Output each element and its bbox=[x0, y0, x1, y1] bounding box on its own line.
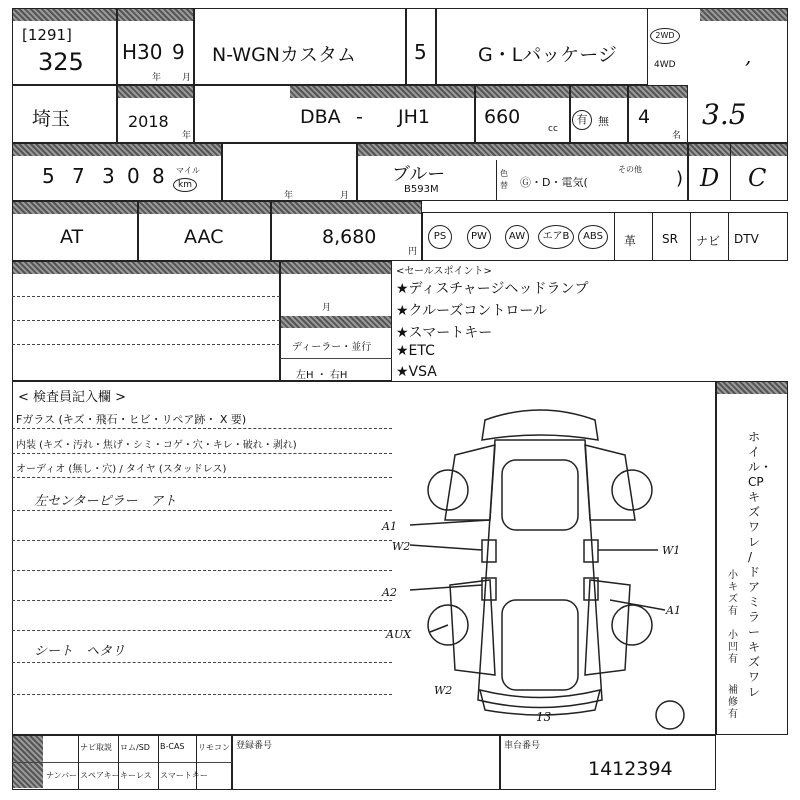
cc-year-unit: 年 bbox=[284, 191, 294, 201]
option-label: スマートキー bbox=[160, 771, 208, 780]
header-strip bbox=[13, 9, 116, 21]
side-text: ホイル・CPキズ ワレ / ドアミラーキズ ワレ bbox=[748, 430, 773, 699]
sales-point: ★ディスチャージヘッドランプ bbox=[396, 281, 589, 297]
other-label: その他 bbox=[618, 165, 642, 174]
era-year: H30 bbox=[122, 40, 163, 64]
rule bbox=[12, 320, 280, 321]
exterior-score: C bbox=[748, 164, 767, 192]
rule bbox=[12, 600, 392, 601]
inspection-line: Fガラス (キズ・飛石・ヒビ・リペア跡・ X 要) bbox=[16, 413, 247, 426]
sales-points-label: <セールスポイント> bbox=[396, 266, 492, 277]
rule bbox=[280, 358, 392, 359]
divider bbox=[652, 212, 653, 261]
first-reg-year: 2018 bbox=[128, 112, 169, 131]
header-strip bbox=[358, 144, 687, 156]
model-month: 9 bbox=[172, 40, 185, 64]
equipment-abs bbox=[578, 225, 608, 249]
header-strip bbox=[118, 86, 193, 98]
header-strip bbox=[571, 86, 627, 98]
divider bbox=[690, 212, 691, 261]
rule bbox=[12, 428, 392, 429]
color-label: 色替 bbox=[500, 169, 508, 190]
cc-unit: cc bbox=[548, 124, 558, 134]
divider bbox=[730, 143, 731, 201]
equipment-label: PS bbox=[433, 231, 447, 242]
header-strip bbox=[476, 86, 569, 98]
divider bbox=[496, 160, 497, 200]
damage-mark: A1 bbox=[382, 520, 397, 533]
model-name: N-WGNカスタム bbox=[212, 44, 357, 66]
inspection-note: シート ヘタリ bbox=[34, 644, 126, 659]
equipment-aw bbox=[505, 225, 529, 249]
interior-score: D bbox=[700, 164, 720, 192]
cc-month-unit: 月 bbox=[340, 191, 350, 201]
vin: 1412394 bbox=[588, 758, 673, 780]
option-label: キーレス bbox=[120, 771, 152, 780]
divider bbox=[614, 212, 615, 261]
vin-label: 車台番号 bbox=[504, 741, 541, 751]
grade-score: 3.5 bbox=[702, 98, 747, 131]
inspection-line: 内装 (キズ・汚れ・焦げ・シミ・コゲ・穴・キレ・破れ・剥れ) bbox=[16, 440, 297, 451]
reg-label: 登録番号 bbox=[236, 741, 273, 751]
km-circle bbox=[173, 178, 197, 192]
score-mark: , bbox=[745, 44, 752, 68]
color-options: Ⓖ・D・電気( bbox=[520, 176, 588, 189]
rule bbox=[12, 540, 392, 541]
header-strip bbox=[700, 9, 787, 21]
notes-box bbox=[12, 261, 280, 381]
divider bbox=[118, 735, 119, 790]
registration-box bbox=[232, 735, 500, 790]
inspection-title: < 検査員記入欄 > bbox=[18, 390, 127, 405]
recycle-no: 無 bbox=[598, 115, 609, 128]
damage-mark: W1 bbox=[662, 544, 681, 557]
header-strip bbox=[281, 316, 391, 328]
month-unit: 月 bbox=[182, 73, 192, 83]
first-reg-unit: 年 bbox=[182, 131, 192, 141]
aircon: AAC bbox=[184, 226, 224, 248]
rule bbox=[12, 344, 280, 345]
notes-month-unit: 月 bbox=[322, 303, 332, 313]
damage-mark: AUX bbox=[386, 628, 412, 641]
rule bbox=[12, 477, 392, 478]
mile-label: マイル bbox=[176, 166, 200, 175]
damage-mark: A2 bbox=[382, 586, 397, 599]
color-name: ブルー bbox=[392, 164, 446, 185]
sales-point: ★クルーズコントロール bbox=[396, 303, 548, 319]
damage-mark: W2 bbox=[434, 684, 453, 697]
equipment-ps bbox=[428, 225, 452, 249]
option-label: リモコン bbox=[198, 743, 230, 752]
damage-mark: W2 bbox=[392, 540, 411, 553]
header-strip bbox=[629, 86, 687, 98]
drive-2wd: 2WD bbox=[655, 31, 675, 40]
dealer-label: ディーラー・並行 bbox=[292, 342, 372, 353]
lot-bracket: [1291] bbox=[22, 26, 72, 44]
divider bbox=[158, 735, 159, 790]
divider bbox=[78, 735, 79, 790]
rule bbox=[12, 694, 392, 695]
header-strip bbox=[13, 202, 137, 214]
inspection-line: オーディオ (無し・穴) / タイヤ (スタッドレス) bbox=[16, 464, 227, 475]
damage-mark: 13 bbox=[536, 710, 552, 724]
year-unit: 年 bbox=[152, 73, 162, 83]
header-strip bbox=[717, 382, 787, 394]
equipment-leather: 革 bbox=[624, 234, 637, 248]
seats: 4 bbox=[638, 106, 651, 128]
equipment-navi: ナビ bbox=[696, 234, 721, 248]
header-strip bbox=[118, 9, 193, 21]
option-label: ナンバー bbox=[46, 771, 78, 780]
grade: G・Lパッケージ bbox=[478, 44, 617, 66]
seats-unit: 名 bbox=[672, 131, 682, 141]
sales-point: ★スマートキー bbox=[396, 325, 493, 341]
chassis-dash: - bbox=[356, 106, 363, 128]
close-paren: ) bbox=[676, 168, 684, 189]
equipment-pw bbox=[467, 225, 491, 249]
equipment-airbag bbox=[538, 225, 574, 249]
chassis-code: JH1 bbox=[398, 106, 430, 128]
equipment-dtv: DTV bbox=[734, 232, 759, 246]
header-strip bbox=[281, 262, 391, 274]
equipment-label: AW bbox=[508, 231, 526, 242]
option-label: スペアキー bbox=[80, 771, 120, 780]
inspection-note: 左センターピラー アト bbox=[34, 494, 177, 509]
equipment-sr: SR bbox=[662, 232, 678, 246]
rule bbox=[12, 662, 392, 663]
option-label: ロム/SD bbox=[120, 743, 150, 752]
color-code: B593M bbox=[404, 184, 439, 195]
side-sub: 小凹有 bbox=[728, 630, 738, 665]
header-strip bbox=[272, 202, 421, 214]
lot-number: 325 bbox=[38, 48, 84, 76]
car-diagram bbox=[370, 400, 710, 730]
steering-label: 左H ・ 右H bbox=[296, 370, 348, 381]
displacement: 660 bbox=[484, 106, 521, 128]
drive-4wd: 4WD bbox=[654, 60, 676, 70]
rule bbox=[12, 510, 392, 511]
damage-mark: A1 bbox=[666, 604, 681, 617]
mileage-digit: 5 bbox=[42, 164, 55, 188]
equipment-label: ABS bbox=[583, 231, 603, 242]
divider bbox=[196, 735, 197, 790]
side-sub: 補修有 bbox=[728, 685, 738, 720]
recycle-fee: 8,680 bbox=[322, 226, 377, 248]
recycle-yes: 有 bbox=[576, 113, 588, 126]
prefix-code: DBA bbox=[300, 106, 341, 128]
header-strip bbox=[290, 86, 474, 98]
doors: 5 bbox=[414, 40, 427, 64]
side-sub: 小キズ有 bbox=[728, 570, 738, 617]
mileage-digit: 0 bbox=[127, 164, 140, 188]
rule bbox=[12, 570, 392, 571]
prefecture: 埼玉 bbox=[32, 108, 71, 130]
mileage-digit: 8 bbox=[152, 164, 165, 188]
option-label: B-CAS bbox=[160, 742, 185, 751]
rule bbox=[12, 296, 280, 297]
header-strip bbox=[139, 202, 270, 214]
option-label: ナビ取説 bbox=[80, 743, 112, 752]
header-strip bbox=[13, 262, 279, 274]
sales-point: ★VSA bbox=[396, 364, 437, 380]
rule bbox=[12, 630, 392, 631]
divider bbox=[728, 212, 729, 261]
yen-unit: 円 bbox=[408, 247, 418, 257]
header-strip bbox=[13, 144, 221, 156]
mileage-digit: 7 bbox=[72, 164, 85, 188]
transmission: AT bbox=[60, 226, 84, 248]
recycle-yes-circle bbox=[572, 110, 592, 130]
equipment-label: エアB bbox=[542, 231, 570, 242]
km-label: km bbox=[178, 180, 192, 190]
equipment-label: PW bbox=[471, 231, 487, 242]
mileage-digit: 3 bbox=[102, 164, 115, 188]
sales-point: ★ETC bbox=[396, 343, 435, 359]
header-strip bbox=[689, 144, 787, 156]
rule bbox=[12, 762, 232, 763]
rule bbox=[12, 453, 392, 454]
